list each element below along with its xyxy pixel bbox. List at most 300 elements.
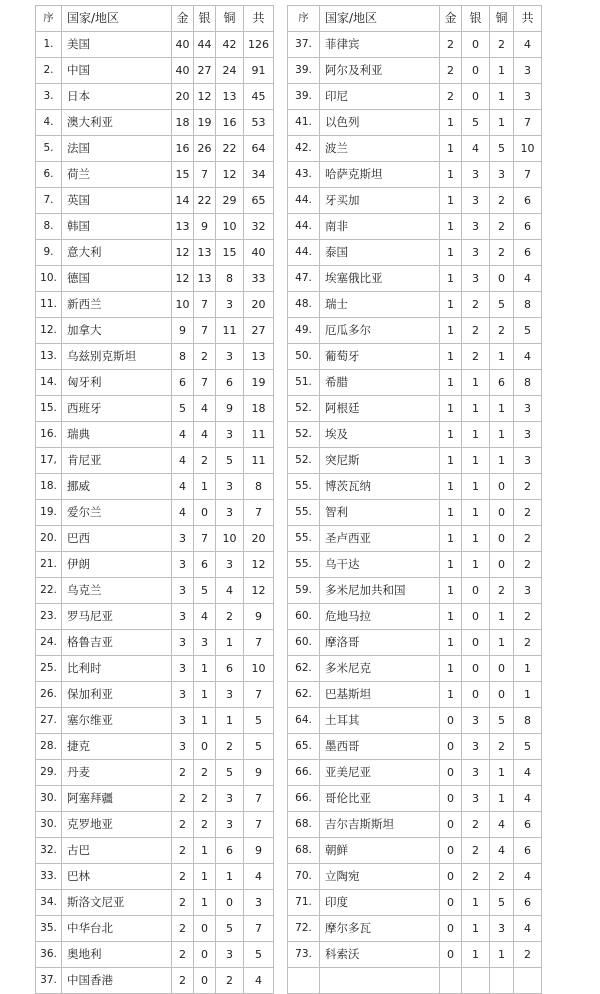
bronze-cell: 2 [490,864,514,890]
gold-cell: 2 [172,890,194,916]
table-row [36,604,542,630]
total-cell: 6 [514,812,542,838]
medal-table [35,5,542,994]
total-cell: 5 [514,734,542,760]
column-gap [274,890,288,916]
total-cell: 65 [244,188,274,214]
rank-cell: 70. [288,864,320,890]
silver-cell: 1 [462,474,490,500]
gold-cell: 2 [172,786,194,812]
gold-cell: 0 [440,708,462,734]
column-gap [274,552,288,578]
rank-cell: 62. [288,682,320,708]
country-cell: 乌干达 [320,552,440,578]
total-cell: 3 [514,58,542,84]
total-cell: 2 [514,526,542,552]
table-row [36,162,542,188]
header-gold: 金 [440,6,462,32]
bronze-cell: 3 [216,786,244,812]
total-cell: 91 [244,58,274,84]
column-gap [274,214,288,240]
gold-cell: 0 [440,942,462,968]
country-cell: 突尼斯 [320,448,440,474]
gold-cell: 1 [440,266,462,292]
total-cell: 18 [244,396,274,422]
silver-cell: 4 [194,396,216,422]
table-row [36,656,542,682]
total-cell: 11 [244,422,274,448]
bronze-cell: 6 [216,370,244,396]
country-cell: 立陶宛 [320,864,440,890]
country-cell: 埃及 [320,422,440,448]
country-cell: 中国香港 [62,968,172,994]
table-row [36,136,542,162]
rank-cell: 17, [36,448,62,474]
gold-cell: 8 [172,344,194,370]
column-gap [274,162,288,188]
rank-cell: 28. [36,734,62,760]
silver-cell: 6 [194,552,216,578]
gold-cell: 13 [172,214,194,240]
gold-cell: 0 [440,916,462,942]
bronze-cell: 2 [490,734,514,760]
column-gap [274,266,288,292]
column-gap [274,812,288,838]
total-cell: 4 [244,864,274,890]
column-gap [274,370,288,396]
country-cell [320,968,440,994]
total-cell: 4 [514,786,542,812]
bronze-cell: 4 [216,578,244,604]
bronze-cell: 1 [216,708,244,734]
bronze-cell: 42 [216,32,244,58]
gold-cell: 0 [440,812,462,838]
rank-cell: 18. [36,474,62,500]
table-row [36,890,542,916]
column-gap [274,708,288,734]
gold-cell: 1 [440,110,462,136]
header-silver: 银 [194,6,216,32]
rank-cell: 37. [36,968,62,994]
silver-cell: 13 [194,266,216,292]
column-gap [274,942,288,968]
country-cell: 哥伦比亚 [320,786,440,812]
country-cell: 亚美尼亚 [320,760,440,786]
bronze-cell: 10 [216,526,244,552]
header-row [36,6,542,32]
rank-cell [288,968,320,994]
rank-cell: 66. [288,760,320,786]
gold-cell: 1 [440,682,462,708]
total-cell: 2 [514,630,542,656]
silver-cell: 1 [194,890,216,916]
bronze-cell: 6 [216,838,244,864]
rank-cell: 55. [288,526,320,552]
total-cell: 3 [514,396,542,422]
total-cell: 12 [244,552,274,578]
table-row [36,526,542,552]
rank-cell: 29. [36,760,62,786]
gold-cell: 3 [172,682,194,708]
country-cell: 吉尔吉斯斯坦 [320,812,440,838]
silver-cell: 1 [462,890,490,916]
total-cell: 7 [244,682,274,708]
bronze-cell: 5 [490,136,514,162]
country-cell: 日本 [62,84,172,110]
rank-cell: 19. [36,500,62,526]
table-row [36,942,542,968]
gold-cell: 4 [172,474,194,500]
silver-cell: 5 [194,578,216,604]
silver-cell: 3 [462,708,490,734]
column-gap [274,630,288,656]
rank-cell: 30. [36,786,62,812]
rank-cell: 33. [36,864,62,890]
total-cell: 2 [514,552,542,578]
rank-cell: 52. [288,422,320,448]
rank-cell: 39. [288,58,320,84]
country-cell: 波兰 [320,136,440,162]
country-cell: 格鲁吉亚 [62,630,172,656]
silver-cell: 1 [462,422,490,448]
silver-cell: 1 [194,656,216,682]
total-cell: 4 [514,864,542,890]
total-cell: 9 [244,760,274,786]
table-row [36,812,542,838]
country-cell: 比利时 [62,656,172,682]
bronze-cell: 3 [216,812,244,838]
rank-cell: 27. [36,708,62,734]
gold-cell: 2 [440,84,462,110]
column-gap [274,864,288,890]
silver-cell: 0 [462,604,490,630]
gold-cell: 4 [172,448,194,474]
gold-cell: 1 [440,370,462,396]
silver-cell: 12 [194,84,216,110]
rank-cell: 42. [288,136,320,162]
bronze-cell: 0 [490,656,514,682]
rank-cell: 8. [36,214,62,240]
silver-cell: 4 [194,604,216,630]
country-cell: 捷克 [62,734,172,760]
total-cell: 4 [514,266,542,292]
rank-cell: 35. [36,916,62,942]
gold-cell: 3 [172,708,194,734]
bronze-cell: 3 [216,344,244,370]
silver-cell: 2 [462,344,490,370]
column-gap [274,838,288,864]
rank-cell: 51. [288,370,320,396]
total-cell: 5 [244,708,274,734]
bronze-cell: 1 [490,110,514,136]
column-gap [274,526,288,552]
country-cell: 葡萄牙 [320,344,440,370]
silver-cell: 0 [194,942,216,968]
table-row [36,32,542,58]
bronze-cell: 1 [490,84,514,110]
total-cell: 8 [514,292,542,318]
gold-cell: 3 [172,578,194,604]
bronze-cell: 29 [216,188,244,214]
bronze-cell: 11 [216,318,244,344]
total-cell: 7 [244,812,274,838]
gold-cell: 12 [172,240,194,266]
column-gap [274,656,288,682]
silver-cell: 2 [194,760,216,786]
silver-cell: 0 [462,84,490,110]
bronze-cell: 0 [490,682,514,708]
total-cell: 11 [244,448,274,474]
rank-cell: 6. [36,162,62,188]
header-silver: 银 [462,6,490,32]
total-cell: 2 [514,474,542,500]
country-cell: 奥地利 [62,942,172,968]
gold-cell: 1 [440,240,462,266]
silver-cell: 1 [462,370,490,396]
silver-cell: 0 [462,58,490,84]
table-row [36,448,542,474]
country-cell: 牙买加 [320,188,440,214]
column-gap [274,188,288,214]
gold-cell: 1 [440,344,462,370]
column-gap [274,292,288,318]
gold-cell: 1 [440,656,462,682]
total-cell: 8 [244,474,274,500]
bronze-cell [490,968,514,994]
total-cell: 53 [244,110,274,136]
rank-cell: 60. [288,630,320,656]
total-cell: 10 [244,656,274,682]
rank-cell: 34. [36,890,62,916]
country-cell: 挪威 [62,474,172,500]
silver-cell: 1 [194,708,216,734]
rank-cell: 24. [36,630,62,656]
table-row [36,500,542,526]
silver-cell: 3 [462,188,490,214]
country-cell: 阿根廷 [320,396,440,422]
silver-cell: 2 [462,318,490,344]
bronze-cell: 2 [490,188,514,214]
table-row [36,84,542,110]
gold-cell: 2 [172,942,194,968]
table-row [36,396,542,422]
silver-cell: 4 [462,136,490,162]
silver-cell: 1 [462,500,490,526]
table-row [36,838,542,864]
gold-cell: 1 [440,188,462,214]
table-row [36,370,542,396]
country-cell: 多米尼加共和国 [320,578,440,604]
table-row [36,110,542,136]
column-gap [274,448,288,474]
total-cell: 7 [514,110,542,136]
header-gold: 金 [172,6,194,32]
bronze-cell: 2 [216,604,244,630]
bronze-cell: 3 [490,916,514,942]
rank-cell: 43. [288,162,320,188]
rank-cell: 22. [36,578,62,604]
total-cell: 1 [514,682,542,708]
country-cell: 爱尔兰 [62,500,172,526]
rank-cell: 1. [36,32,62,58]
gold-cell: 1 [440,292,462,318]
column-gap [274,422,288,448]
silver-cell: 1 [462,942,490,968]
country-cell: 阿塞拜疆 [62,786,172,812]
rank-cell: 12. [36,318,62,344]
gold-cell: 1 [440,162,462,188]
rank-cell: 44. [288,240,320,266]
table-row [36,58,542,84]
silver-cell [462,968,490,994]
gold-cell: 2 [172,968,194,994]
bronze-cell: 8 [216,266,244,292]
rank-cell: 36. [36,942,62,968]
gold-cell: 40 [172,32,194,58]
country-cell: 埃塞俄比亚 [320,266,440,292]
table-row [36,214,542,240]
rank-cell: 55. [288,500,320,526]
total-cell: 27 [244,318,274,344]
rank-cell: 9. [36,240,62,266]
column-gap [274,604,288,630]
country-cell: 斯洛文尼亚 [62,890,172,916]
table-row [36,344,542,370]
rank-cell: 50. [288,344,320,370]
rank-cell: 44. [288,214,320,240]
total-cell: 13 [244,344,274,370]
gold-cell: 1 [440,578,462,604]
gold-cell: 1 [440,136,462,162]
bronze-cell: 0 [216,890,244,916]
silver-cell: 2 [462,812,490,838]
rank-cell: 44. [288,188,320,214]
column-gap [274,58,288,84]
gold-cell: 0 [440,838,462,864]
bronze-cell: 3 [216,292,244,318]
gold-cell [440,968,462,994]
country-cell: 博茨瓦纳 [320,474,440,500]
bronze-cell: 3 [216,474,244,500]
total-cell: 9 [244,604,274,630]
silver-cell: 1 [462,448,490,474]
rank-cell: 30. [36,812,62,838]
bronze-cell: 12 [216,162,244,188]
gold-cell: 2 [172,812,194,838]
total-cell: 126 [244,32,274,58]
header-rank: 序 [288,6,320,32]
gold-cell: 4 [172,500,194,526]
table-row [36,474,542,500]
rank-cell: 4. [36,110,62,136]
total-cell: 19 [244,370,274,396]
table-row [36,578,542,604]
country-cell: 乌克兰 [62,578,172,604]
column-gap [274,344,288,370]
silver-cell: 7 [194,318,216,344]
gold-cell: 1 [440,214,462,240]
country-cell: 澳大利亚 [62,110,172,136]
gold-cell: 1 [440,604,462,630]
country-cell: 朝鲜 [320,838,440,864]
table-row [36,240,542,266]
silver-cell: 27 [194,58,216,84]
gold-cell: 0 [440,864,462,890]
gold-cell: 2 [172,838,194,864]
total-cell: 3 [514,578,542,604]
gold-cell: 12 [172,266,194,292]
total-cell: 1 [514,656,542,682]
rank-cell: 39. [288,84,320,110]
country-cell: 西班牙 [62,396,172,422]
total-cell: 7 [244,916,274,942]
gold-cell: 18 [172,110,194,136]
bronze-cell: 0 [490,500,514,526]
rank-cell: 49. [288,318,320,344]
bronze-cell: 1 [490,604,514,630]
silver-cell: 1 [194,682,216,708]
bronze-cell: 24 [216,58,244,84]
country-cell: 厄瓜多尔 [320,318,440,344]
country-cell: 肯尼亚 [62,448,172,474]
country-cell: 泰国 [320,240,440,266]
rank-cell: 37. [288,32,320,58]
rank-cell: 52. [288,448,320,474]
total-cell: 7 [514,162,542,188]
rank-cell: 11. [36,292,62,318]
bronze-cell: 22 [216,136,244,162]
rank-cell: 66. [288,786,320,812]
gold-cell: 5 [172,396,194,422]
total-cell: 5 [514,318,542,344]
column-gap [274,396,288,422]
rank-cell: 10. [36,266,62,292]
rank-cell: 55. [288,474,320,500]
silver-cell: 44 [194,32,216,58]
header-rank: 序 [36,6,62,32]
gold-cell: 1 [440,500,462,526]
silver-cell: 0 [462,630,490,656]
gold-cell: 15 [172,162,194,188]
country-cell: 南非 [320,214,440,240]
rank-cell: 7. [36,188,62,214]
silver-cell: 13 [194,240,216,266]
rank-cell: 72. [288,916,320,942]
bronze-cell: 2 [216,968,244,994]
bronze-cell: 0 [490,266,514,292]
column-gap [274,110,288,136]
bronze-cell: 1 [216,630,244,656]
bronze-cell: 1 [490,760,514,786]
gold-cell: 1 [440,448,462,474]
silver-cell: 3 [462,162,490,188]
bronze-cell: 1 [490,396,514,422]
total-cell: 2 [514,942,542,968]
country-cell: 塞尔维亚 [62,708,172,734]
total-cell: 6 [514,240,542,266]
country-cell: 希腊 [320,370,440,396]
rank-cell: 14. [36,370,62,396]
total-cell: 3 [514,448,542,474]
silver-cell: 7 [194,292,216,318]
country-cell: 乌兹别克斯坦 [62,344,172,370]
bronze-cell: 1 [490,344,514,370]
silver-cell: 2 [194,448,216,474]
rank-cell: 41. [288,110,320,136]
country-cell: 智利 [320,500,440,526]
country-cell: 伊朗 [62,552,172,578]
table-row [36,318,542,344]
